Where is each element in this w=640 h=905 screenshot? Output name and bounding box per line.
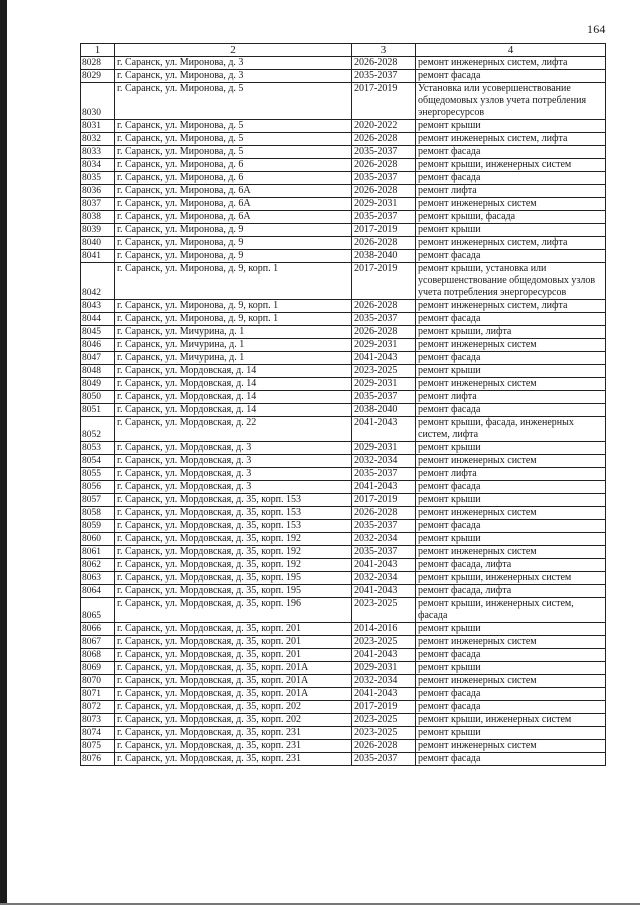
period-cell: 2026-2028 bbox=[352, 57, 416, 70]
address-cell: г. Саранск, ул. Миронова, д. 5 bbox=[115, 133, 352, 146]
table-row bbox=[81, 636, 606, 649]
address-cell: г. Саранск, ул. Мичурина, д. 1 bbox=[115, 326, 352, 339]
row-number-cell: 8076 bbox=[81, 753, 115, 766]
row-number-cell: 8055 bbox=[81, 468, 115, 481]
address-cell: г. Саранск, ул. Мордовская, д. 35, корп. 231 bbox=[115, 753, 352, 766]
table-row bbox=[81, 404, 606, 417]
work-type-cell: ремонт лифта bbox=[416, 185, 606, 198]
row-number-cell: 8062 bbox=[81, 559, 115, 572]
row-number-cell: 8028 bbox=[81, 57, 115, 70]
row-number-cell: 8063 bbox=[81, 572, 115, 585]
address-cell: г. Саранск, ул. Мордовская, д. 22 bbox=[115, 417, 352, 442]
table-row bbox=[81, 211, 606, 224]
row-number-cell: 8039 bbox=[81, 224, 115, 237]
work-type-cell: ремонт инженерных систем bbox=[416, 546, 606, 559]
row-number-cell: 8054 bbox=[81, 455, 115, 468]
period-cell: 2017-2019 bbox=[352, 701, 416, 714]
period-cell: 2035-2037 bbox=[352, 146, 416, 159]
row-number-cell: 8034 bbox=[81, 159, 115, 172]
table-body bbox=[81, 57, 606, 766]
work-type-cell: ремонт инженерных систем, лифта bbox=[416, 57, 606, 70]
scan-edge bbox=[0, 0, 7, 905]
work-type-cell: ремонт фасада bbox=[416, 520, 606, 533]
table-row bbox=[81, 326, 606, 339]
address-cell: г. Саранск, ул. Мордовская, д. 35, корп. 201 bbox=[115, 636, 352, 649]
table-row bbox=[81, 662, 606, 675]
work-type-cell: ремонт инженерных систем bbox=[416, 740, 606, 753]
table-row bbox=[81, 585, 606, 598]
period-cell: 2029-2031 bbox=[352, 442, 416, 455]
address-cell: г. Саранск, ул. Мордовская, д. 14 bbox=[115, 365, 352, 378]
address-cell: г. Саранск, ул. Мордовская, д. 35, корп. 202 bbox=[115, 701, 352, 714]
row-number-cell: 8070 bbox=[81, 675, 115, 688]
row-number-cell: 8053 bbox=[81, 442, 115, 455]
period-cell: 2035-2037 bbox=[352, 70, 416, 83]
table-row bbox=[81, 598, 606, 623]
period-cell: 2026-2028 bbox=[352, 237, 416, 250]
row-number-cell: 8032 bbox=[81, 133, 115, 146]
row-number-cell: 8029 bbox=[81, 70, 115, 83]
table-row bbox=[81, 237, 606, 250]
table-row bbox=[81, 70, 606, 83]
table-row bbox=[81, 442, 606, 455]
work-type-cell: ремонт крыши bbox=[416, 442, 606, 455]
row-number-cell: 8033 bbox=[81, 146, 115, 159]
period-cell: 2023-2025 bbox=[352, 727, 416, 740]
column-header-address: 2 bbox=[115, 44, 352, 57]
row-number-cell: 8048 bbox=[81, 365, 115, 378]
address-cell: г. Саранск, ул. Миронова, д. 5 bbox=[115, 146, 352, 159]
repair-schedule-table bbox=[80, 43, 606, 766]
address-cell: г. Саранск, ул. Мордовская, д. 35, корп. 231 bbox=[115, 727, 352, 740]
address-cell: г. Саранск, ул. Миронова, д. 9, корп. 1 bbox=[115, 300, 352, 313]
period-cell: 2041-2043 bbox=[352, 585, 416, 598]
period-cell: 2029-2031 bbox=[352, 378, 416, 391]
work-type-cell: ремонт лифта bbox=[416, 391, 606, 404]
row-number-cell: 8073 bbox=[81, 714, 115, 727]
period-cell: 2035-2037 bbox=[352, 391, 416, 404]
address-cell: г. Саранск, ул. Миронова, д. 6А bbox=[115, 198, 352, 211]
table-row bbox=[81, 172, 606, 185]
table-row bbox=[81, 623, 606, 636]
table-row bbox=[81, 378, 606, 391]
work-type-cell: ремонт инженерных систем bbox=[416, 675, 606, 688]
table-row bbox=[81, 675, 606, 688]
table-row bbox=[81, 250, 606, 263]
work-type-cell: ремонт инженерных систем, лифта bbox=[416, 133, 606, 146]
table-row bbox=[81, 481, 606, 494]
work-type-cell: ремонт крыши, фасада bbox=[416, 211, 606, 224]
period-cell: 2026-2028 bbox=[352, 326, 416, 339]
table-row bbox=[81, 159, 606, 172]
work-type-cell: ремонт крыши, инженерных систем bbox=[416, 714, 606, 727]
period-cell: 2026-2028 bbox=[352, 133, 416, 146]
row-number-cell: 8046 bbox=[81, 339, 115, 352]
period-cell: 2017-2019 bbox=[352, 83, 416, 120]
work-type-cell: ремонт фасада, лифта bbox=[416, 585, 606, 598]
row-number-cell: 8030 bbox=[81, 83, 115, 120]
period-cell: 2029-2031 bbox=[352, 339, 416, 352]
period-cell: 2038-2040 bbox=[352, 250, 416, 263]
row-number-cell: 8060 bbox=[81, 533, 115, 546]
row-number-cell: 8066 bbox=[81, 623, 115, 636]
work-type-cell: ремонт фасада bbox=[416, 313, 606, 326]
work-type-cell: ремонт фасада bbox=[416, 172, 606, 185]
period-cell: 2023-2025 bbox=[352, 636, 416, 649]
work-type-cell: ремонт крыши, инженерных систем, фасада bbox=[416, 598, 606, 623]
table-row bbox=[81, 533, 606, 546]
period-cell: 2023-2025 bbox=[352, 598, 416, 623]
table-row bbox=[81, 494, 606, 507]
period-cell: 2023-2025 bbox=[352, 714, 416, 727]
work-type-cell: ремонт крыши, фасада, инженерных систем, лифта bbox=[416, 417, 606, 442]
address-cell: г. Саранск, ул. Мичурина, д. 1 bbox=[115, 339, 352, 352]
period-cell: 2035-2037 bbox=[352, 211, 416, 224]
page-number: 164 bbox=[587, 22, 606, 36]
period-cell: 2035-2037 bbox=[352, 468, 416, 481]
table-header-row bbox=[81, 44, 606, 57]
address-cell: г. Саранск, ул. Миронова, д. 5 bbox=[115, 83, 352, 120]
row-number-cell: 8069 bbox=[81, 662, 115, 675]
address-cell: г. Саранск, ул. Мордовская, д. 3 bbox=[115, 455, 352, 468]
table-row bbox=[81, 455, 606, 468]
table-row bbox=[81, 753, 606, 766]
period-cell: 2026-2028 bbox=[352, 740, 416, 753]
period-cell: 2041-2043 bbox=[352, 352, 416, 365]
address-cell: г. Саранск, ул. Мордовская, д. 35, корп. 201А bbox=[115, 662, 352, 675]
address-cell: г. Саранск, ул. Миронова, д. 3 bbox=[115, 70, 352, 83]
period-cell: 2029-2031 bbox=[352, 198, 416, 211]
address-cell: г. Саранск, ул. Миронова, д. 3 bbox=[115, 57, 352, 70]
table-row bbox=[81, 520, 606, 533]
table-row bbox=[81, 559, 606, 572]
period-cell: 2032-2034 bbox=[352, 533, 416, 546]
period-cell: 2029-2031 bbox=[352, 662, 416, 675]
row-number-cell: 8071 bbox=[81, 688, 115, 701]
address-cell: г. Саранск, ул. Мордовская, д. 3 bbox=[115, 442, 352, 455]
table-row bbox=[81, 365, 606, 378]
table-row bbox=[81, 224, 606, 237]
row-number-cell: 8075 bbox=[81, 740, 115, 753]
work-type-cell: ремонт крыши bbox=[416, 727, 606, 740]
address-cell: г. Саранск, ул. Мичурина, д. 1 bbox=[115, 352, 352, 365]
column-header-period: 3 bbox=[352, 44, 416, 57]
column-header-work: 4 bbox=[416, 44, 606, 57]
period-cell: 2032-2034 bbox=[352, 572, 416, 585]
address-cell: г. Саранск, ул. Мордовская, д. 35, корп. 201 bbox=[115, 649, 352, 662]
address-cell: г. Саранск, ул. Мордовская, д. 3 bbox=[115, 468, 352, 481]
table-row bbox=[81, 740, 606, 753]
table-row bbox=[81, 417, 606, 442]
address-cell: г. Саранск, ул. Мордовская, д. 35, корп. 201 bbox=[115, 623, 352, 636]
row-number-cell: 8056 bbox=[81, 481, 115, 494]
row-number-cell: 8045 bbox=[81, 326, 115, 339]
period-cell: 2032-2034 bbox=[352, 455, 416, 468]
work-type-cell: ремонт фасада bbox=[416, 753, 606, 766]
address-cell: г. Саранск, ул. Мордовская, д. 3 bbox=[115, 481, 352, 494]
table-row bbox=[81, 120, 606, 133]
column-header-number: 1 bbox=[81, 44, 115, 57]
period-cell: 2026-2028 bbox=[352, 159, 416, 172]
address-cell: г. Саранск, ул. Мордовская, д. 35, корп. 195 bbox=[115, 572, 352, 585]
table-row bbox=[81, 185, 606, 198]
address-cell: г. Саранск, ул. Миронова, д. 9 bbox=[115, 237, 352, 250]
row-number-cell: 8041 bbox=[81, 250, 115, 263]
row-number-cell: 8052 bbox=[81, 417, 115, 442]
work-type-cell: ремонт лифта bbox=[416, 468, 606, 481]
period-cell: 2041-2043 bbox=[352, 688, 416, 701]
address-cell: г. Саранск, ул. Миронова, д. 6 bbox=[115, 172, 352, 185]
row-number-cell: 8038 bbox=[81, 211, 115, 224]
period-cell: 2041-2043 bbox=[352, 559, 416, 572]
period-cell: 2026-2028 bbox=[352, 507, 416, 520]
period-cell: 2038-2040 bbox=[352, 404, 416, 417]
work-type-cell: ремонт фасада bbox=[416, 352, 606, 365]
row-number-cell: 8035 bbox=[81, 172, 115, 185]
row-number-cell: 8065 bbox=[81, 598, 115, 623]
address-cell: г. Саранск, ул. Мордовская, д. 35, корп. 153 bbox=[115, 494, 352, 507]
table-row bbox=[81, 313, 606, 326]
address-cell: г. Саранск, ул. Миронова, д. 9, корп. 1 bbox=[115, 313, 352, 326]
work-type-cell: ремонт крыши bbox=[416, 662, 606, 675]
period-cell: 2026-2028 bbox=[352, 300, 416, 313]
row-number-cell: 8067 bbox=[81, 636, 115, 649]
work-type-cell: ремонт инженерных систем bbox=[416, 198, 606, 211]
table-row bbox=[81, 198, 606, 211]
work-type-cell: ремонт крыши bbox=[416, 120, 606, 133]
period-cell: 2035-2037 bbox=[352, 753, 416, 766]
row-number-cell: 8043 bbox=[81, 300, 115, 313]
work-type-cell: ремонт фасада bbox=[416, 649, 606, 662]
table-row bbox=[81, 300, 606, 313]
address-cell: г. Саранск, ул. Миронова, д. 9 bbox=[115, 224, 352, 237]
row-number-cell: 8037 bbox=[81, 198, 115, 211]
table-row bbox=[81, 83, 606, 120]
address-cell: г. Саранск, ул. Мордовская, д. 35, корп. 196 bbox=[115, 598, 352, 623]
period-cell: 2017-2019 bbox=[352, 263, 416, 300]
row-number-cell: 8068 bbox=[81, 649, 115, 662]
row-number-cell: 8044 bbox=[81, 313, 115, 326]
period-cell: 2035-2037 bbox=[352, 546, 416, 559]
table-row bbox=[81, 688, 606, 701]
row-number-cell: 8047 bbox=[81, 352, 115, 365]
work-type-cell: Установка или усовершенствование общедомовых узлов учета потребления энергоресурсов bbox=[416, 83, 606, 120]
work-type-cell: ремонт крыши bbox=[416, 623, 606, 636]
period-cell: 2017-2019 bbox=[352, 224, 416, 237]
table-row bbox=[81, 391, 606, 404]
work-type-cell: ремонт фасада, лифта bbox=[416, 559, 606, 572]
period-cell: 2041-2043 bbox=[352, 481, 416, 494]
row-number-cell: 8042 bbox=[81, 263, 115, 300]
table-row bbox=[81, 263, 606, 300]
table-row bbox=[81, 57, 606, 70]
work-type-cell: ремонт инженерных систем bbox=[416, 378, 606, 391]
address-cell: г. Саранск, ул. Мордовская, д. 35, корп. 202 bbox=[115, 714, 352, 727]
work-type-cell: ремонт крыши bbox=[416, 494, 606, 507]
row-number-cell: 8058 bbox=[81, 507, 115, 520]
period-cell: 2035-2037 bbox=[352, 172, 416, 185]
work-type-cell: ремонт фасада bbox=[416, 688, 606, 701]
work-type-cell: ремонт фасада bbox=[416, 70, 606, 83]
period-cell: 2035-2037 bbox=[352, 520, 416, 533]
address-cell: г. Саранск, ул. Миронова, д. 9, корп. 1 bbox=[115, 263, 352, 300]
row-number-cell: 8050 bbox=[81, 391, 115, 404]
work-type-cell: ремонт крыши, инженерных систем bbox=[416, 159, 606, 172]
address-cell: г. Саранск, ул. Миронова, д. 6 bbox=[115, 159, 352, 172]
row-number-cell: 8061 bbox=[81, 546, 115, 559]
row-number-cell: 8059 bbox=[81, 520, 115, 533]
table-row bbox=[81, 714, 606, 727]
row-number-cell: 8049 bbox=[81, 378, 115, 391]
work-type-cell: ремонт инженерных систем, лифта bbox=[416, 300, 606, 313]
row-number-cell: 8031 bbox=[81, 120, 115, 133]
table-row bbox=[81, 572, 606, 585]
work-type-cell: ремонт крыши, лифта bbox=[416, 326, 606, 339]
work-type-cell: ремонт фасада bbox=[416, 481, 606, 494]
period-cell: 2026-2028 bbox=[352, 185, 416, 198]
row-number-cell: 8036 bbox=[81, 185, 115, 198]
work-type-cell: ремонт крыши bbox=[416, 224, 606, 237]
table-row bbox=[81, 133, 606, 146]
work-type-cell: ремонт фасада bbox=[416, 146, 606, 159]
work-type-cell: ремонт фасада bbox=[416, 404, 606, 417]
table-row bbox=[81, 146, 606, 159]
work-type-cell: ремонт инженерных систем bbox=[416, 455, 606, 468]
table-row bbox=[81, 507, 606, 520]
address-cell: г. Саранск, ул. Мордовская, д. 35, корп. 195 bbox=[115, 585, 352, 598]
address-cell: г. Саранск, ул. Мордовская, д. 35, корп. 231 bbox=[115, 740, 352, 753]
work-type-cell: ремонт крыши, инженерных систем bbox=[416, 572, 606, 585]
period-cell: 2017-2019 bbox=[352, 494, 416, 507]
period-cell: 2023-2025 bbox=[352, 365, 416, 378]
work-type-cell: ремонт инженерных систем bbox=[416, 636, 606, 649]
work-type-cell: ремонт инженерных систем bbox=[416, 507, 606, 520]
row-number-cell: 8064 bbox=[81, 585, 115, 598]
work-type-cell: ремонт фасада bbox=[416, 250, 606, 263]
address-cell: г. Саранск, ул. Мордовская, д. 35, корп. 153 bbox=[115, 520, 352, 533]
address-cell: г. Саранск, ул. Миронова, д. 6А bbox=[115, 185, 352, 198]
table-row bbox=[81, 468, 606, 481]
work-type-cell: ремонт инженерных систем, лифта bbox=[416, 237, 606, 250]
period-cell: 2020-2022 bbox=[352, 120, 416, 133]
address-cell: г. Саранск, ул. Мордовская, д. 35, корп. 153 bbox=[115, 507, 352, 520]
table-row bbox=[81, 546, 606, 559]
table-row bbox=[81, 339, 606, 352]
work-type-cell: ремонт крыши bbox=[416, 533, 606, 546]
row-number-cell: 8040 bbox=[81, 237, 115, 250]
work-type-cell: ремонт крыши bbox=[416, 365, 606, 378]
address-cell: г. Саранск, ул. Мордовская, д. 14 bbox=[115, 404, 352, 417]
address-cell: г. Саранск, ул. Мордовская, д. 35, корп. 201А bbox=[115, 675, 352, 688]
row-number-cell: 8057 bbox=[81, 494, 115, 507]
table-row bbox=[81, 352, 606, 365]
address-cell: г. Саранск, ул. Мордовская, д. 14 bbox=[115, 391, 352, 404]
row-number-cell: 8051 bbox=[81, 404, 115, 417]
address-cell: г. Саранск, ул. Миронова, д. 5 bbox=[115, 120, 352, 133]
address-cell: г. Саранск, ул. Мордовская, д. 35, корп. 201А bbox=[115, 688, 352, 701]
address-cell: г. Саранск, ул. Мордовская, д. 35, корп. 192 bbox=[115, 533, 352, 546]
table-row bbox=[81, 649, 606, 662]
row-number-cell: 8074 bbox=[81, 727, 115, 740]
address-cell: г. Саранск, ул. Миронова, д. 6А bbox=[115, 211, 352, 224]
work-type-cell: ремонт инженерных систем bbox=[416, 339, 606, 352]
period-cell: 2032-2034 bbox=[352, 675, 416, 688]
period-cell: 2035-2037 bbox=[352, 313, 416, 326]
work-type-cell: ремонт фасада bbox=[416, 701, 606, 714]
period-cell: 2041-2043 bbox=[352, 417, 416, 442]
address-cell: г. Саранск, ул. Мордовская, д. 35, корп. 192 bbox=[115, 559, 352, 572]
address-cell: г. Саранск, ул. Миронова, д. 9 bbox=[115, 250, 352, 263]
period-cell: 2041-2043 bbox=[352, 649, 416, 662]
address-cell: г. Саранск, ул. Мордовская, д. 14 bbox=[115, 378, 352, 391]
table-row bbox=[81, 701, 606, 714]
row-number-cell: 8072 bbox=[81, 701, 115, 714]
period-cell: 2014-2016 bbox=[352, 623, 416, 636]
work-type-cell: ремонт крыши, установка или усовершенствование общедомовых узлов учета потребления энергоресурсов bbox=[416, 263, 606, 300]
address-cell: г. Саранск, ул. Мордовская, д. 35, корп. 192 bbox=[115, 546, 352, 559]
table-row bbox=[81, 727, 606, 740]
